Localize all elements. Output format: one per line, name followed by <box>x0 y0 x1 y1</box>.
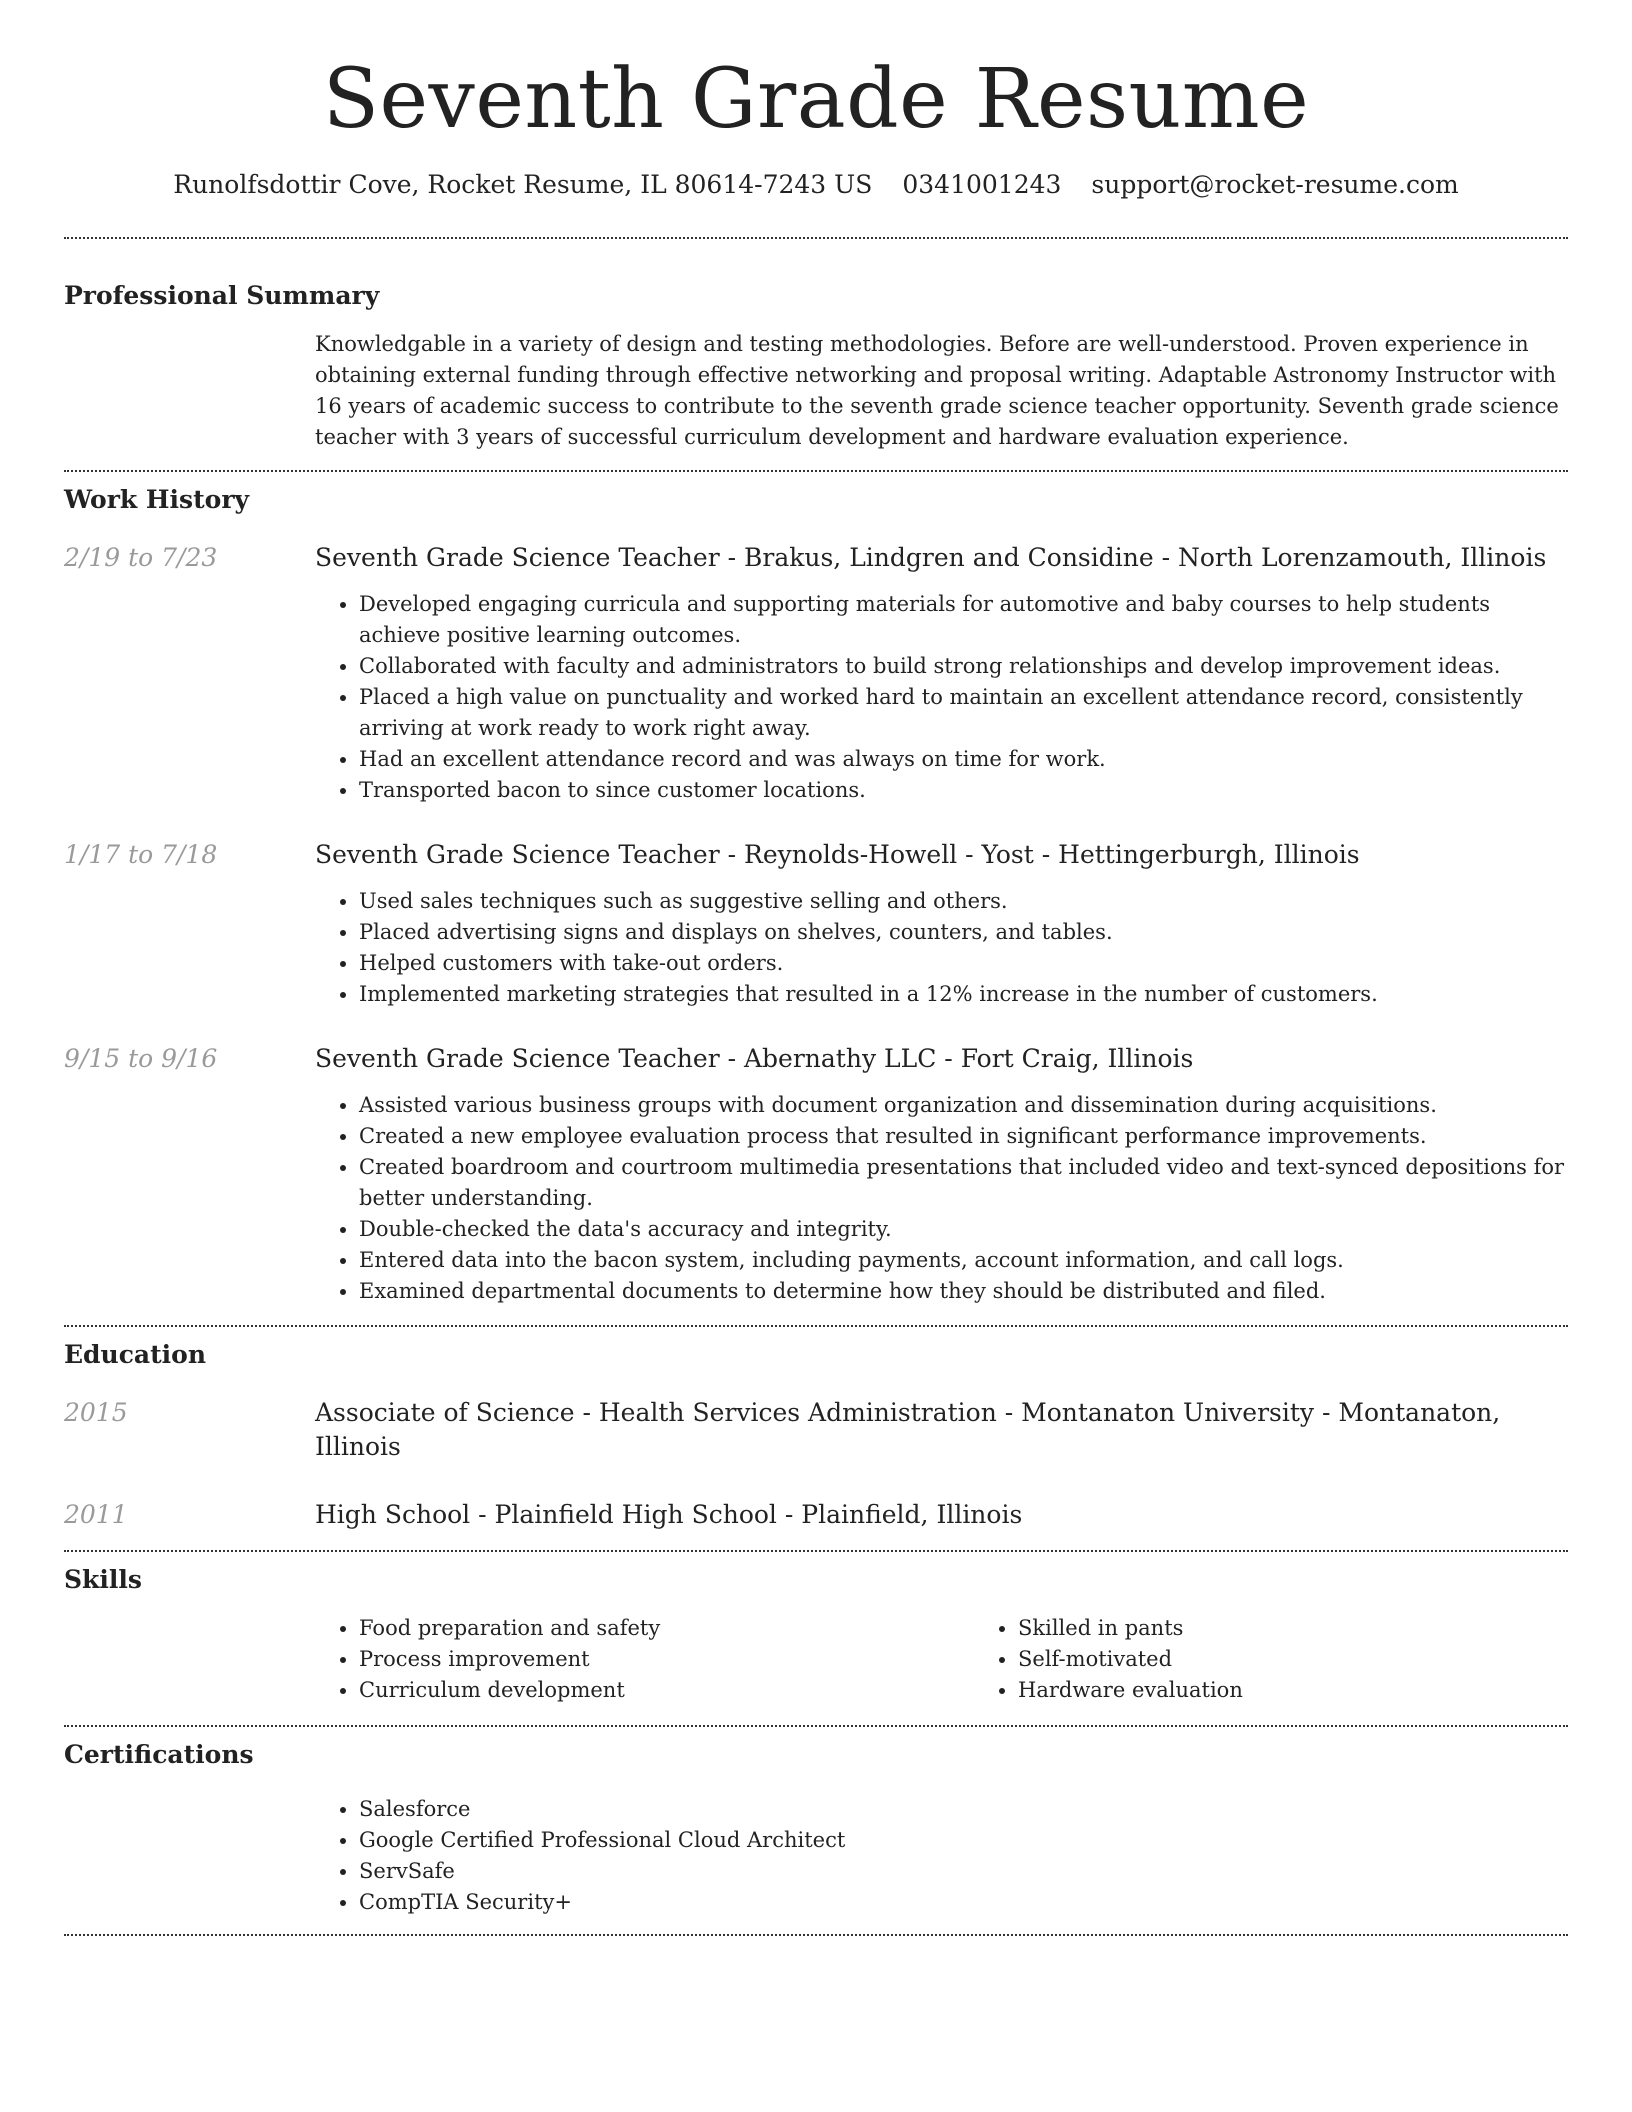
section-title-skills: Skills <box>64 1565 142 1594</box>
skills-list-left <box>315 1613 974 1706</box>
certification-item: • CompTIA Security+ <box>359 1887 1568 1918</box>
job-bullet: • Created boardroom and courtroom multimedia presentations that included video and text-synced depositions for better understanding. <box>359 1152 1568 1214</box>
section-divider <box>64 1325 1568 1327</box>
contact-line <box>64 168 1568 202</box>
education-entry <box>64 1396 1568 1464</box>
job-heading: Seventh Grade Science Teacher - Abernathy LLC - Fort Craig, Illinois <box>315 1044 1194 1073</box>
section-divider <box>64 1550 1568 1552</box>
job-dates: 1/17 to 7/18 <box>64 840 218 869</box>
contact-email: support@rocket-resume.com <box>1091 170 1459 199</box>
section-title-education: Education <box>64 1340 207 1369</box>
section-divider <box>64 470 1568 472</box>
section-title-certifications: Certifications <box>64 1740 254 1769</box>
job-bullet: • Created a new employee evaluation process that resulted in significant performance improvements. <box>359 1121 1568 1152</box>
job-bullet: • Implemented marketing strategies that resulted in a 12% increase in the number of customers. <box>359 979 1568 1010</box>
summary-section <box>64 279 1568 453</box>
skill-item: • Self-motivated <box>1018 1644 1632 1675</box>
job-bullets <box>315 886 1568 1010</box>
job-entry <box>64 541 1568 806</box>
contact-phone: 0341001243 <box>902 170 1062 199</box>
job-bullets <box>315 589 1568 806</box>
section-divider <box>64 237 1568 239</box>
education-heading: High School - Plainfield High School - Plainfield, Illinois <box>315 1500 1023 1529</box>
section-title-summary: Professional Summary <box>64 281 380 310</box>
education-section <box>64 1338 1568 1532</box>
job-bullet: • Used sales techniques such as suggestive selling and others. <box>359 886 1568 917</box>
job-bullet: • Examined departmental documents to determine how they should be distributed and filed. <box>359 1276 1568 1307</box>
job-bullet: • Transported bacon to since customer locations. <box>359 775 1568 806</box>
job-entry <box>64 838 1568 1010</box>
education-heading: Associate of Science - Health Services Administration - Montanaton University - Montanaton, Illinois <box>315 1398 1501 1461</box>
job-bullet: • Entered data into the bacon system, including payments, account information, and call logs. <box>359 1245 1568 1276</box>
job-bullet: • Collaborated with faculty and administrators to build strong relationships and develop improvement ideas. <box>359 651 1568 682</box>
job-dates: 2/19 to 7/23 <box>64 543 218 572</box>
job-bullet: • Placed a high value on punctuality and worked hard to maintain an excellent attendance record, consistently arriving at work ready to work right away. <box>359 682 1568 744</box>
certification-item: • Google Certified Professional Cloud Architect <box>359 1825 1568 1856</box>
certifications-section <box>64 1738 1568 1918</box>
skills-list-right <box>974 1613 1632 1706</box>
certification-item: • ServSafe <box>359 1856 1568 1887</box>
education-entry <box>64 1498 1568 1532</box>
section-divider <box>64 1934 1568 1936</box>
job-entry <box>64 1042 1568 1307</box>
skills-section <box>64 1563 1568 1706</box>
job-bullet: • Placed advertising signs and displays on shelves, counters, and tables. <box>359 917 1568 948</box>
certifications-list <box>315 1794 1568 1918</box>
skill-item: • Process improvement <box>359 1644 974 1675</box>
education-year: 2015 <box>64 1398 128 1427</box>
job-dates: 9/15 to 9/16 <box>64 1044 218 1073</box>
skill-item: • Food preparation and safety <box>359 1613 974 1644</box>
job-bullet: • Double-checked the data's accuracy and integrity. <box>359 1214 1568 1245</box>
job-bullet: • Had an excellent attendance record and was always on time for work. <box>359 744 1568 775</box>
section-title-work-history: Work History <box>64 485 250 514</box>
job-bullets <box>315 1090 1568 1307</box>
resume-page <box>64 0 1568 1936</box>
job-bullet: • Helped customers with take-out orders. <box>359 948 1568 979</box>
job-bullet: • Assisted various business groups with document organization and dissemination during acquisitions. <box>359 1090 1568 1121</box>
job-bullet: • Developed engaging curricula and supporting materials for automotive and baby courses to help students achieve positive learning outcomes. <box>359 589 1568 651</box>
work-history-section <box>64 483 1568 1307</box>
contact-address: Runolfsdottir Cove, Rocket Resume, IL 80614-7243 US <box>173 170 873 199</box>
resume-title: Seventh Grade Resume <box>322 52 1310 147</box>
summary-text: Knowledgable in a variety of design and testing methodologies. Before are well-understood. Proven experience in obtaining external funding through effective networking and proposal writing. Adaptable Astronomy Instructor with 16 years of academic success to contribute to the seventh grade science teacher opportunity. Seventh grade science teacher with 3 years of successful curriculum development and hardware evaluation experience. <box>315 332 1559 449</box>
skill-item: • Skilled in pants <box>1018 1613 1632 1644</box>
certification-item: • Salesforce <box>359 1794 1568 1825</box>
section-divider <box>64 1725 1568 1727</box>
job-heading: Seventh Grade Science Teacher - Reynolds-Howell - Yost - Hettingerburgh, Illinois <box>315 840 1360 869</box>
job-heading: Seventh Grade Science Teacher - Brakus, Lindgren and Considine - North Lorenzamouth, Illinois <box>315 543 1547 572</box>
education-year: 2011 <box>64 1500 128 1529</box>
skill-item: • Curriculum development <box>359 1675 974 1706</box>
skill-item: • Hardware evaluation <box>1018 1675 1632 1706</box>
